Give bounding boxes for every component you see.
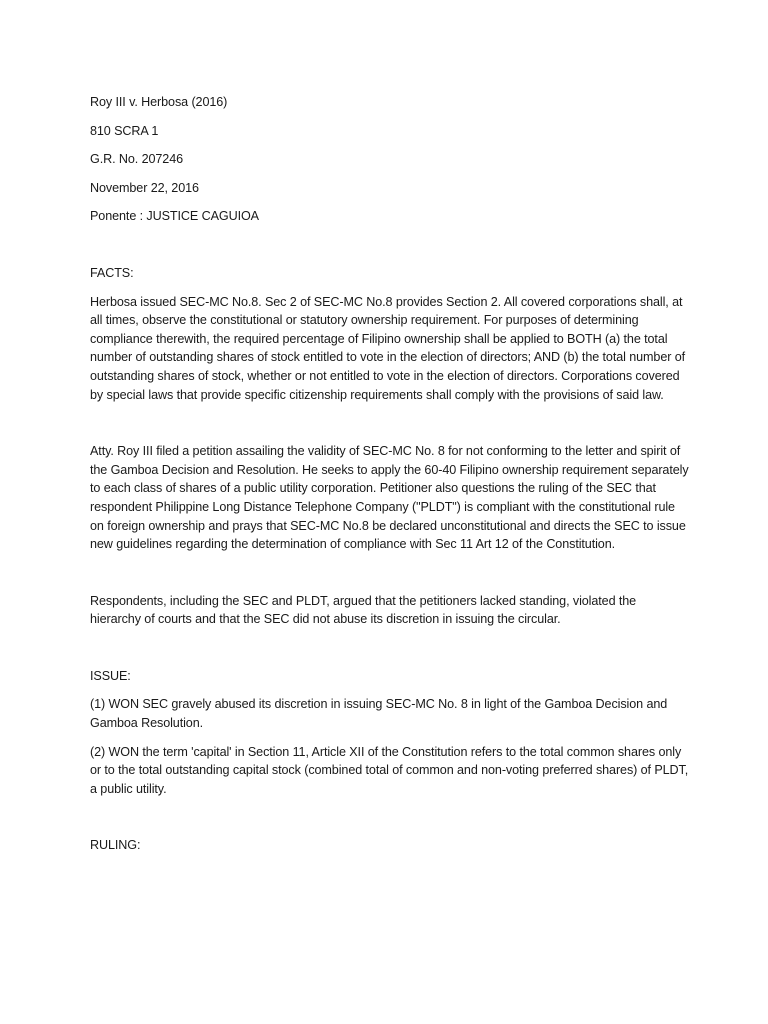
ruling-heading: RULING: xyxy=(90,838,141,853)
issue-heading: ISSUE: xyxy=(90,668,131,683)
case-title: Roy III v. Herbosa (2016) xyxy=(90,95,228,109)
ponente: Ponente : JUSTICE CAGUIOA xyxy=(90,209,259,224)
facts-paragraph-3: Respondents, including the SEC and PLDT, argued that the petitioners lacked standing, violated the hierarchy of courts and that the SEC did not abuse its discretion in issuing the circular. xyxy=(90,593,637,627)
decision-date: November 22, 2016 xyxy=(90,180,199,195)
case-citation: 810 SCRA 1 xyxy=(90,123,159,138)
issue-item-1: (1) WON SEC gravely abused its discretion in issuing SEC-MC No. 8 in light of the Gamboa Decision and Gamboa Resolution. xyxy=(90,697,668,731)
issue-item-2: (2) WON the term 'capital' in Section 11, Article XII of the Constitution refers to the total common shares only or to the total outstanding capital stock (combined total of common and non-voting preferred shares) of PLDT, a public utility. xyxy=(90,744,689,796)
facts-paragraph-2: Atty. Roy III filed a petition assailing the validity of SEC-MC No. 8 for not conforming to the letter and spirit of the Gamboa Decision and Resolution. He seeks to apply the 60-40 Filipino ownership requirement separately to each class of shares of a public utility corporation. Petitioner also questions the ruling of the SEC that respondent Philippine Long Distance Telephone Company ("PLDT") is compliant with the constitutional rule on foreign ownership and prays that SEC-MC No.8 be declared unconstitutional and directs the SEC to issue new guidelines regarding the determination of compliance with Sec 11 Art 12 of the Constitution. xyxy=(90,444,689,552)
gr-number: G.R. No. 207246 xyxy=(90,152,184,167)
document-page xyxy=(90,93,690,855)
facts-paragraph-1: Herbosa issued SEC-MC No.8. Sec 2 of SEC-MC No.8 provides Section 2. All covered corporations shall, at all times, observe the constitutional or statutory ownership requirement. For purposes of determining compliance therewith, the required percentage of Filipino ownership shall be applied to BOTH (a) the total number of outstanding shares of stock entitled to vote in the election of directors; AND (b) the total number of outstanding shares of stock, whether or not entitled to vote in the election of directors. Corporations covered by special laws that provide specific citizenship requirements shall comply with the provisions of said law. xyxy=(90,294,686,402)
facts-heading: FACTS: xyxy=(90,265,134,280)
